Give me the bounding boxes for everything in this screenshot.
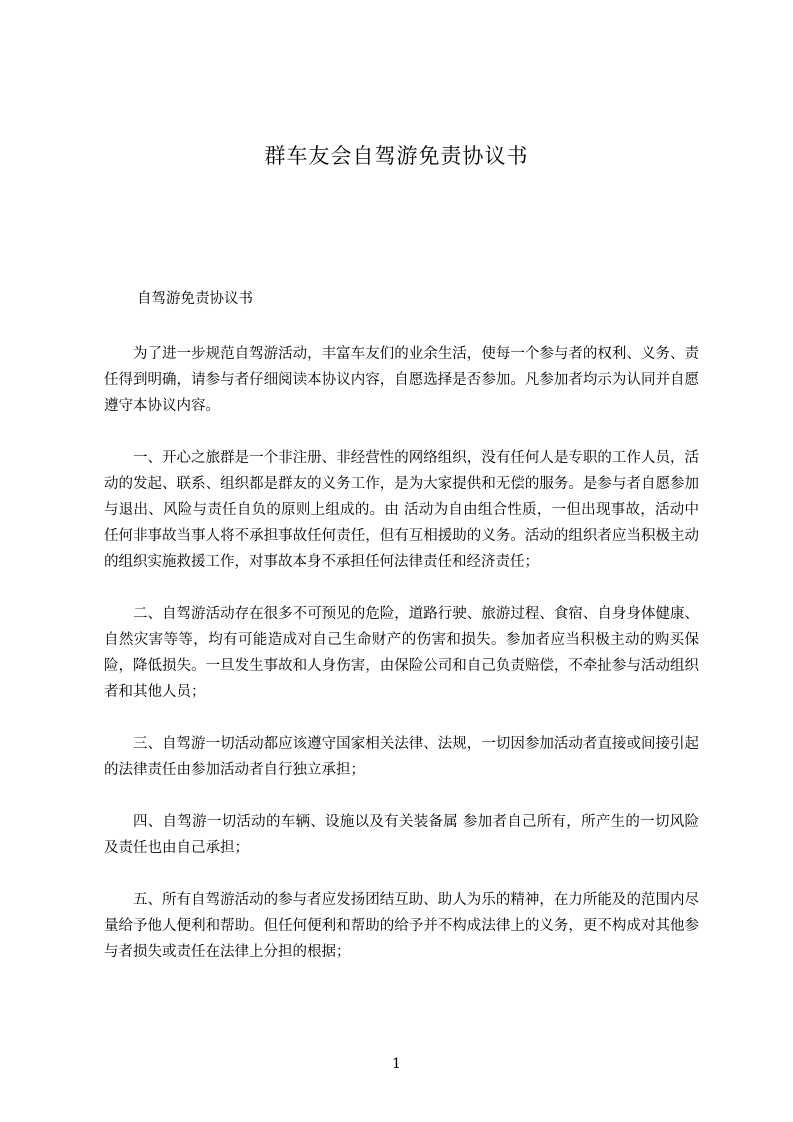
paragraph-clause-5: 五、所有自驾游活动的参与者应发扬团结互助、助人为乐的精神，在力所能及的范围内尽量给予他人便利和帮助。但任何便利和帮助的给予并不构成法律上的义务，更不构成对其他参与者损失或责任在法律上分担的根据；: [104, 892, 699, 960]
paragraph-clause-3: 三、自驾游一切活动都应该遵守国家相关法律、法规，一切因参加活动者直接或间接引起的法律责任由参加活动者自行独立承担；: [104, 736, 699, 778]
document-title: 群车友会自驾游免责协议书: [264, 144, 529, 168]
paragraph-clause-2: 二、自驾游活动存在很多不可预见的危险，道路行驶、旅游过程、食宿、自身身体健康、自然灾害等等，均有可能造成对自己生命财产的伤害和损失。参加者应当积极主动的购买保险，降低损失。一旦发生事故和人身伤害，由保险公司和自己负责赔偿，不牵扯参与活动组织者和其他人员；: [104, 606, 699, 700]
paragraph-clause-4: 四、自驾游一切活动的车辆、设施以及有关装备属 参加者自己所有，所产生的一切风险及责任也由自己承担；: [104, 814, 699, 856]
document-subtitle: 自驾游免责协议书: [137, 291, 253, 307]
page-number: 1: [392, 1056, 401, 1072]
paragraph-intro: 为了进一步规范自驾游活动，丰富车友们的业余生活，使每一个参与者的权利、义务、责任得到明确，请参与者仔细阅读本协议内容，自愿选择是否参加。凡参加者均示为认同并自愿遵守本协议内容。: [104, 346, 699, 414]
paragraph-clause-1: 一、开心之旅群是一个非注册、非经营性的网络组织，没有任何人是专职的工作人员，活动的发起、联系、组织都是群友的义务工作，是为大家提供和无偿的服务。是参与者自愿参加与退出、风险与责任自负的原则上组成的。由 活动为自由组合性质，一但出现事故，活动中任何非事故当事人将不承担事故任何责任，但有互相援助的义务。活动的组织者应当积极主动的组织实施救援工作，对事故本身不承担任何法律责任和经济责任；: [104, 450, 699, 570]
document-body: [104, 341, 699, 991]
